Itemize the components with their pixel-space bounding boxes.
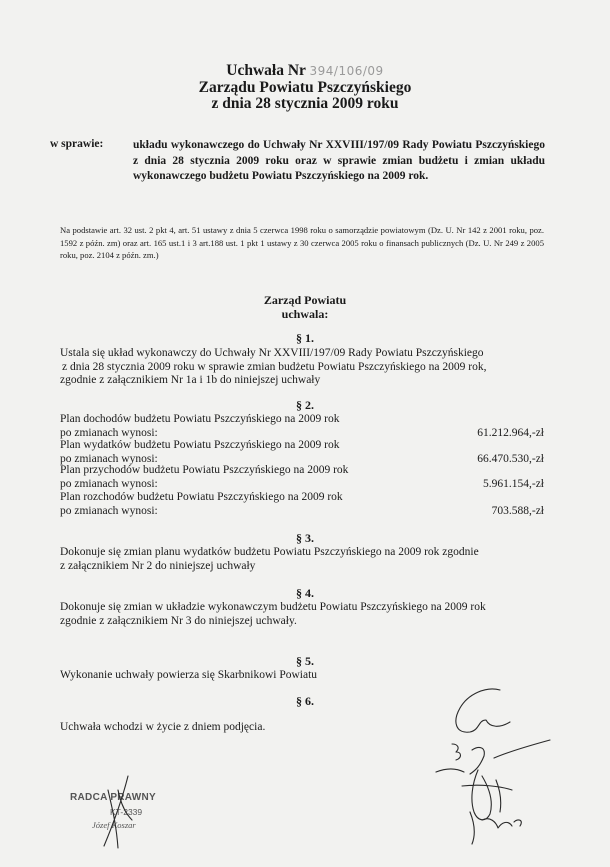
section-5-text: Wykonanie uchwały powierza się Skarbnikowi Powiatu xyxy=(60,669,318,681)
section-6-text: Uchwała wchodzi w życie z dniem podjęcia. xyxy=(60,721,266,733)
subject-text: układu wykonawczego do Uchwały Nr XXVIII/197/09 Rady Powiatu Pszczyńskiego z dnia 28 stycznia 2009 roku oraz w sprawie zmian budżetu i zmian układu wykonawczego budżetu Powiatu Pszczyńskiego na 2009 rok. xyxy=(133,139,545,182)
board-name: Zarząd Powiatu xyxy=(263,293,347,307)
handwritten-resolution-number: 394/106/09 xyxy=(309,64,384,78)
section-4-heading: § 4. xyxy=(296,586,314,600)
plan-revenues-amount: 5.961.154,-zł xyxy=(482,478,544,490)
plan-expenses-amount: 66.470.530,-zł xyxy=(477,453,544,465)
plan-outflows-label: po zmianach wynosi: xyxy=(60,505,158,517)
signature-2 xyxy=(452,740,550,774)
section-1-line-3: zgodnie z załącznikiem Nr 1a i 1b do niniejszej uchwały xyxy=(60,374,321,386)
resolution-number-prefix: Uchwała Nr xyxy=(226,62,306,79)
section-1-line-2: z dnia 28 stycznia 2009 roku w sprawie zmian budżetu Powiatu Pszczyńskiego na 2009 rok, xyxy=(62,361,487,373)
stamp-signature-stroke xyxy=(104,776,132,848)
section-2-heading: § 2. xyxy=(296,398,314,412)
section-4-line-2: zgodnie z załącznikiem Nr 3 do niniejszej uchwały. xyxy=(60,615,297,627)
section-6-heading: § 6. xyxy=(296,694,314,708)
plan-revenues-title: Plan przychodów budżetu Powiatu Pszczyńskiego na 2009 rok xyxy=(60,464,349,476)
plan-income-amount: 61.212.964,-zł xyxy=(477,427,544,439)
resolution-issuer: Zarządu Powiatu Pszczyńskiego xyxy=(198,79,412,96)
signature-3 xyxy=(436,769,512,820)
plan-expenses-label: po zmianach wynosi: xyxy=(60,453,158,465)
section-5-heading: § 5. xyxy=(296,654,314,668)
section-1-line-1: Ustala się układ wykonawczy do Uchwały Nr XXVIII/197/09 Rady Powiatu Pszczyńskiego xyxy=(60,347,484,359)
signature-1 xyxy=(456,689,510,732)
plan-income-label: po zmianach wynosi: xyxy=(60,427,158,439)
section-1-heading: § 1. xyxy=(296,331,314,345)
subject-label: w sprawie: xyxy=(50,138,104,150)
signature-4 xyxy=(470,812,521,844)
stamp-title: RADCA PRAWNY xyxy=(70,792,157,803)
section-3-line-2: z załącznikiem Nr 2 do niniejszej uchwały xyxy=(60,560,256,572)
plan-expenses-title: Plan wydatków budżetu Powiatu Pszczyńskiego na 2009 rok xyxy=(60,439,340,451)
board-resolves: uchwala: xyxy=(281,307,329,321)
resolution-date: z dnia 28 stycznia 2009 roku xyxy=(211,95,399,112)
section-4-line-1: Dokonuje się zmian w układzie wykonawczym budżetu Powiatu Pszczyńskiego na 2009 rok xyxy=(60,601,486,613)
section-3-line-1: Dokonuje się zmian planu wydatków budżetu Powiatu Pszczyńskiego na 2009 rok zgodnie xyxy=(60,546,479,558)
legal-basis: Na podstawie art. 32 ust. 2 pkt 4, art. 51 ustawy z dnia 5 czerwca 1998 roku o samorządzie powiatowym (Dz. U. Nr 142 z 2001 roku, poz. 1592 z późn. zm) oraz art. 165 ust.1 i 3 art.188 ust. 1 pkt 1 ustawy z 30 czerwca 2005 roku o finansach publicznych (Dz. U. Nr 249 z 2005 roku, poz. 2104 z późn. zm.) xyxy=(60,225,544,260)
plan-outflows-title: Plan rozchodów budżetu Powiatu Pszczyńskiego na 2009 rok xyxy=(60,491,343,503)
plan-outflows-amount: 703.588,-zł xyxy=(491,505,544,517)
section-3-heading: § 3. xyxy=(296,531,314,545)
stamp-id: KT-2339 xyxy=(110,807,143,817)
plan-income-title: Plan dochodów budżetu Powiatu Pszczyńskiego na 2009 rok xyxy=(60,413,340,425)
stamp-name: Józef Koszar xyxy=(92,820,136,830)
plan-revenues-label: po zmianach wynosi: xyxy=(60,478,158,490)
